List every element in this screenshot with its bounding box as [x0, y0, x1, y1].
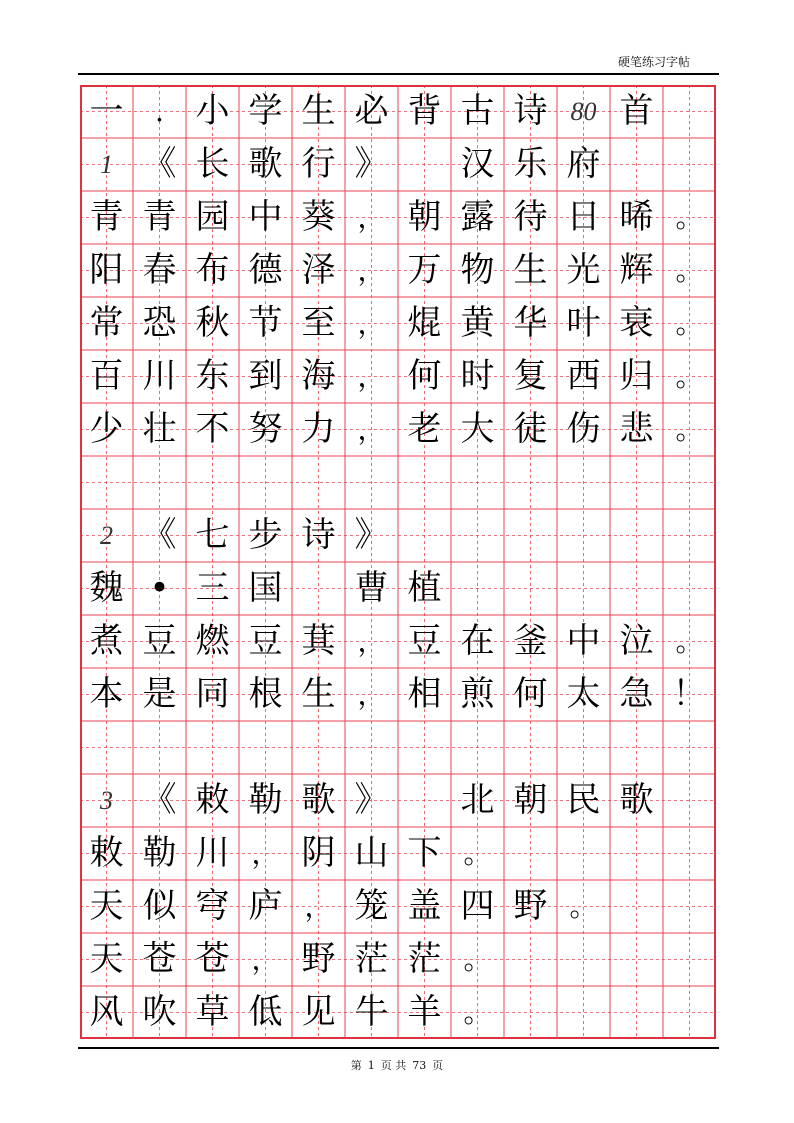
grid-character: 生 — [301, 674, 336, 714]
grid-character: 2 — [100, 521, 113, 550]
grid-character: 煮 — [89, 621, 124, 661]
grid-character: 葵 — [301, 197, 336, 237]
grid-character: 至 — [301, 303, 336, 343]
grid-character: 何 — [513, 674, 548, 714]
grid-character: ！ — [672, 674, 707, 714]
grid-character: ， — [357, 307, 386, 340]
footer-middle: 页 共 — [380, 1059, 407, 1072]
grid-character: 诗 — [513, 91, 548, 131]
grid-character: 歌 — [619, 780, 654, 820]
grid-character: 1 — [100, 150, 113, 179]
grid-character: 节 — [248, 303, 283, 343]
grid-character: 春 — [142, 250, 177, 290]
grid-character: 阳 — [89, 250, 124, 290]
footer-prefix: 第 — [350, 1059, 362, 1072]
grid-character: 草 — [195, 992, 230, 1032]
grid-character: 徒 — [513, 409, 548, 449]
grid-character: 乐 — [513, 144, 548, 184]
grid-character: 朝 — [513, 780, 548, 820]
grid-character: 。 — [675, 360, 704, 393]
grid-character: 笼 — [354, 886, 389, 926]
grid-character: 必 — [354, 91, 389, 131]
grid-character: 羊 — [407, 992, 442, 1032]
grid-character: 3 — [100, 786, 113, 815]
grid-character: 三 — [195, 568, 230, 608]
grid-character: 低 — [248, 992, 283, 1032]
grid-character: 。 — [463, 837, 492, 870]
grid-character: 诗 — [301, 515, 336, 555]
grid-character: 穹 — [195, 886, 230, 926]
grid-character: ， — [357, 413, 386, 446]
grid-character: 》 — [354, 780, 389, 820]
grid-character: 。 — [675, 413, 704, 446]
grid-character: 《 — [142, 144, 177, 184]
grid-character: 黄 — [460, 303, 495, 343]
grid-character: 东 — [195, 356, 230, 396]
grid-character: ， — [357, 360, 386, 393]
grid-character: 根 — [248, 674, 283, 714]
grid-character: 魏 — [89, 568, 124, 608]
grid-character: 辉 — [619, 250, 654, 290]
grid-character: 豆 — [142, 621, 177, 661]
grid-character: 中 — [566, 621, 601, 661]
grid-character: 茫 — [407, 939, 442, 979]
grid-character: 归 — [619, 356, 654, 396]
grid-character: 萁 — [301, 621, 336, 661]
grid-character: 一 — [89, 91, 124, 131]
grid-character: 小 — [195, 91, 230, 131]
page-footer — [0, 1057, 794, 1073]
grid-character: ， — [357, 254, 386, 287]
grid-character: ， — [357, 625, 386, 658]
grid-character: 燃 — [195, 621, 230, 661]
grid-character: 青 — [142, 197, 177, 237]
grid-character: 华 — [513, 303, 548, 343]
grid-character: 国 — [248, 568, 283, 608]
grid-character: 泣 — [619, 621, 654, 661]
grid-character: 光 — [566, 250, 601, 290]
grid-character: 万 — [407, 250, 442, 290]
grid-character: 同 — [195, 674, 230, 714]
grid-character: 敕 — [195, 780, 230, 820]
calligraphy-grid — [80, 85, 716, 1039]
grid-character: ， — [251, 943, 280, 976]
grid-character: 盖 — [407, 886, 442, 926]
grid-character: 行 — [301, 144, 336, 184]
grid-character: 四 — [460, 886, 495, 926]
grid-character: 歌 — [248, 144, 283, 184]
grid-character: 豆 — [248, 621, 283, 661]
grid-character: 复 — [513, 356, 548, 396]
grid-character: 青 — [89, 197, 124, 237]
grid-character: 茫 — [354, 939, 389, 979]
footer-total-pages: 73 — [412, 1059, 427, 1072]
grid-character: 府 — [566, 144, 601, 184]
footer-suffix: 页 — [432, 1059, 444, 1072]
grid-character: 物 — [460, 250, 495, 290]
grid-character: 生 — [301, 91, 336, 131]
grid-character: 本 — [89, 674, 124, 714]
grid-character: 力 — [301, 409, 336, 449]
grid-character: 大 — [460, 409, 495, 449]
grid-character: 民 — [566, 780, 601, 820]
grid-character: 。 — [569, 890, 598, 923]
page-header-title: 硬笔练习字帖 — [617, 55, 690, 69]
grid-character: 晞 — [619, 197, 654, 237]
grid-character: 北 — [460, 780, 495, 820]
grid-character: 伤 — [566, 409, 601, 449]
grid-character: 相 — [407, 674, 442, 714]
grid-character: 川 — [142, 356, 177, 396]
grid-character: 下 — [407, 833, 442, 873]
grid-character: 德 — [248, 250, 283, 290]
grid-character: 。 — [675, 625, 704, 658]
grid-character: 曹 — [354, 568, 389, 608]
grid-character: 。 — [463, 996, 492, 1029]
grid-character: 《 — [142, 780, 177, 820]
grid-character: 釜 — [513, 621, 548, 661]
grid-character: 不 — [195, 409, 230, 449]
grid-character: 在 — [460, 621, 495, 661]
grid-character: 西 — [566, 356, 601, 396]
grid-character: 生 — [513, 250, 548, 290]
grid-character: 》 — [354, 515, 389, 555]
grid-character: 吹 — [142, 992, 177, 1032]
grid-character: 阴 — [301, 833, 336, 873]
grid-character: 日 — [566, 197, 601, 237]
grid-character: • — [149, 568, 170, 608]
grid-character: 。 — [675, 201, 704, 234]
grid-character: 朝 — [407, 197, 442, 237]
grid-character: 背 — [407, 91, 442, 131]
grid-character: 时 — [460, 356, 495, 396]
grid-character: 敕 — [89, 833, 124, 873]
grid-character: 努 — [248, 409, 283, 449]
grid-character: 急 — [619, 674, 654, 714]
grid-character: 何 — [407, 356, 442, 396]
grid-character: 太 — [566, 674, 601, 714]
grid-character: 野 — [513, 886, 548, 926]
header-rule — [78, 73, 719, 75]
grid-character: 煎 — [460, 674, 495, 714]
grid-character: 学 — [248, 91, 283, 131]
grid-character: 老 — [407, 409, 442, 449]
grid-character: 海 — [301, 356, 336, 396]
grid-character: 秋 — [195, 303, 230, 343]
grid-character: ， — [304, 890, 333, 923]
grid-character: 叶 — [566, 303, 601, 343]
grid-character: 常 — [89, 303, 124, 343]
grid-character: 园 — [195, 197, 230, 237]
grid-character: 悲 — [619, 409, 654, 449]
grid-character: 川 — [195, 833, 230, 873]
grid-character: 恐 — [142, 303, 177, 343]
grid-character: 七 — [195, 515, 230, 555]
grid-character: 百 — [89, 356, 124, 396]
grid-character: 似 — [142, 886, 177, 926]
footer-rule — [78, 1047, 719, 1049]
grid-character: ， — [251, 837, 280, 870]
grid-character: 牛 — [354, 992, 389, 1032]
grid-character: 古 — [460, 91, 495, 131]
grid-character: 泽 — [301, 250, 336, 290]
grid-character: 歌 — [301, 780, 336, 820]
grid-character: 长 — [195, 144, 230, 184]
grid-character: 少 — [89, 409, 124, 449]
grid-character: 衰 — [619, 303, 654, 343]
grid-character: 。 — [463, 943, 492, 976]
grid-character: 。 — [675, 254, 704, 287]
grid-character: 《 — [142, 515, 177, 555]
grid-character: 中 — [248, 197, 283, 237]
grid-character: 庐 — [248, 886, 283, 926]
grid-character: ， — [357, 201, 386, 234]
grid-character: 汉 — [460, 144, 495, 184]
grid-character: 苍 — [142, 939, 177, 979]
grid-character: 。 — [675, 307, 704, 340]
grid-character: 壮 — [142, 409, 177, 449]
grid-character: 天 — [89, 939, 124, 979]
grid-character: 待 — [513, 197, 548, 237]
grid-character: 豆 — [407, 621, 442, 661]
grid-character: 到 — [248, 356, 283, 396]
grid-character: 》 — [354, 144, 389, 184]
grid-character: 焜 — [407, 303, 442, 343]
grid-character: ， — [357, 678, 386, 711]
grid-character: 勒 — [142, 833, 177, 873]
grid-character: 山 — [354, 833, 389, 873]
grid-character: 风 — [89, 992, 124, 1032]
grid-character: 露 — [460, 197, 495, 237]
grid-character: 布 — [195, 250, 230, 290]
grid-character: 步 — [248, 515, 283, 555]
grid-character: 是 — [142, 674, 177, 714]
grid-character: 天 — [89, 886, 124, 926]
grid-character: . — [155, 95, 164, 128]
grid-character: 植 — [407, 568, 442, 608]
grid-character: 野 — [301, 939, 336, 979]
footer-page-number: 1 — [367, 1059, 375, 1072]
grid-character: 苍 — [195, 939, 230, 979]
grid-character: 80 — [570, 97, 597, 126]
grid-character: 见 — [301, 992, 336, 1032]
grid-character: 勒 — [248, 780, 283, 820]
grid-character: 首 — [619, 91, 654, 131]
